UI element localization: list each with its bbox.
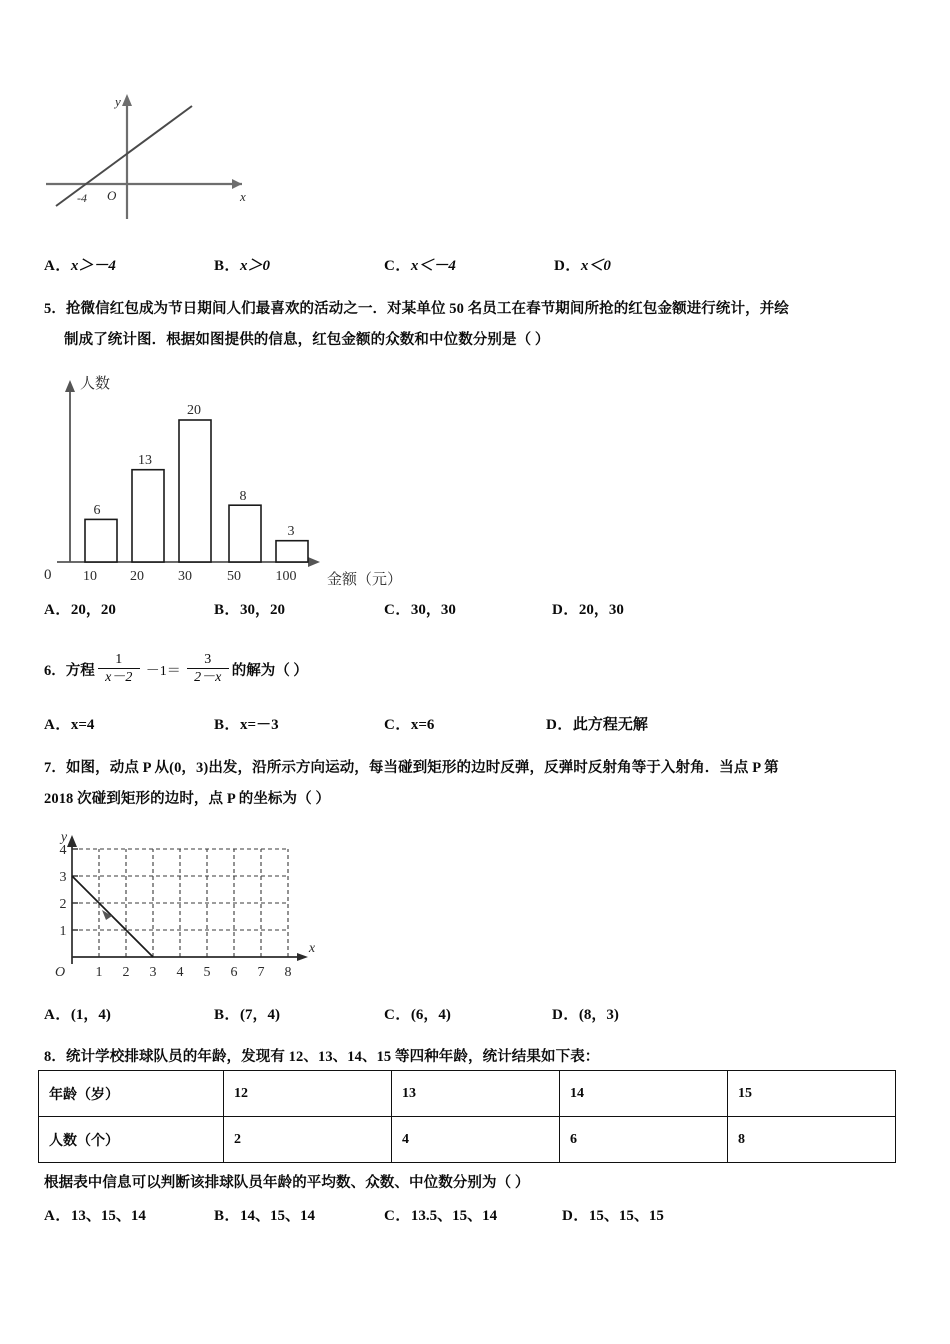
table-cell-age-1: 13 [392,1071,560,1117]
category-label-0: 10 [83,569,97,584]
q7-option-c[interactable]: C．(6，4) [384,1007,451,1023]
q7-x-tick-labels [96,965,292,980]
q7-option-a[interactable]: A．(1，4) [44,1007,111,1023]
y-axis-label: y [115,94,121,109]
q4-option-d[interactable]: D．x＜0 [554,258,611,274]
table-cell-count-0: 2 [224,1117,392,1163]
q8-age-table [38,1070,896,1163]
q8-option-d[interactable]: D．15、15、15 [562,1208,664,1224]
q6-option-c[interactable]: C．x=6 [384,717,435,733]
q7-x-axis-arrow [297,953,308,961]
bar-50 [229,505,261,562]
q7-tick-marks [72,849,78,930]
q5-options [44,598,914,624]
x-tick-4: 4 [176,965,184,980]
q7-grid-figure [34,824,324,992]
x-axis-label: x [240,189,246,204]
q7-grid-svg [34,824,324,992]
y-axis-arrow [122,94,132,106]
x-intercept-label: -4 [77,191,87,205]
table-header-age: 年龄（岁） [39,1071,224,1117]
bar-value-2: 20 [187,403,201,418]
q7-option-d[interactable]: D．(8，3) [552,1007,619,1023]
category-label-2: 30 [178,569,192,584]
q5-option-a[interactable]: A．20，20 [44,602,116,618]
bar-10 [85,519,117,562]
y-tick-3: 3 [59,870,67,885]
q4-option-b[interactable]: B．x＞0 [214,258,271,274]
q7-path-line [72,876,153,957]
q6-fraction-1-numerator: 1 [115,652,123,667]
q4-options [44,254,914,280]
q6-option-b[interactable]: B．x=－3 [214,717,279,733]
chart-origin-label: 0 [44,567,52,583]
q8-option-b[interactable]: B．14、15、14 [214,1208,316,1224]
q7-y-tick-labels [60,843,67,939]
q6-fraction-1-denominator: x－2 [105,670,133,685]
table-cell-age-3: 15 [728,1071,896,1117]
q5-option-b[interactable]: B．30，20 [214,602,286,618]
table-row-counts [39,1117,896,1163]
q8-options [44,1204,914,1230]
y-tick-4: 4 [59,843,67,858]
x-axis-arrow [232,179,242,189]
q4-option-c[interactable]: C．x＜－4 [384,258,456,274]
x-tick-8: 8 [284,965,292,980]
q7-stem-line2: 2018 次碰到矩形的边时，点 P 的坐标为（ ） [44,791,331,807]
bar-value-1: 13 [138,453,152,468]
x-tick-1: 1 [95,965,103,980]
q7-option-b[interactable]: B．(7，4) [214,1007,281,1023]
q6-fraction-2 [187,652,229,686]
q4-option-a[interactable]: A．x＞－4 [44,258,116,274]
bar-30 [179,420,211,562]
grid-lines [72,849,288,957]
bar-value-4: 3 [287,524,295,539]
category-label-1: 20 [130,569,144,584]
q5-bar-chart-figure [32,366,452,586]
q8-option-c[interactable]: C．13.5、15、14 [384,1208,498,1224]
table-cell-count-3: 8 [728,1117,896,1163]
bar-value-3: 8 [239,489,247,504]
table-cell-count-1: 4 [392,1117,560,1163]
q7-y-axis-arrow [67,835,77,847]
q7-stem-line1: 7．如图，动点 P 从(0，3)出发，沿所示方向运动，每当碰到矩形的边时反弹，反弹时反射角等于入射角．当点 P 第 [44,760,779,776]
q6-suffix: 的解为（ ） [231,662,308,679]
chart-x-axis-arrow [308,557,320,567]
x-tick-2: 2 [122,965,130,980]
table-row-ages [39,1071,896,1117]
x-tick-5: 5 [203,965,211,980]
chart-bars [85,420,308,562]
q5-option-d[interactable]: D．20，30 [552,602,624,618]
q5-stem-line1: 5．抢微信红包成为节日期间人们最喜欢的活动之一．对某单位 50 名员工在春节期间所抢的红包金额进行统计，并绘 [44,301,789,317]
q6-fraction-1 [98,652,140,686]
chart-y-axis-arrow [65,380,75,392]
q7-y-axis-label: y [60,830,68,845]
bar-chart-svg [32,366,452,586]
chart-ylabel: 人数 [80,376,111,392]
x-tick-7: 7 [257,965,265,980]
q6-option-a[interactable]: A．x=4 [44,717,95,733]
q4-line-graph-figure [44,84,304,219]
chart-category-labels [83,569,297,584]
y-tick-1: 1 [59,924,67,939]
x-tick-6: 6 [230,965,238,980]
q7-options [44,1003,914,1029]
q6-options [44,713,914,739]
y-tick-2: 2 [59,897,67,912]
category-label-4: 100 [275,569,297,584]
table-cell-count-2: 6 [560,1117,728,1163]
q8-followup: 根据表中信息可以判断该排球队员年龄的平均数、众数、中位数分别为（ ） [44,1175,530,1191]
q6-prefix: 6．方程 [44,662,95,679]
table-cell-age-2: 14 [560,1071,728,1117]
q6-option-d[interactable]: D．此方程无解 [546,717,648,733]
bar-20 [132,470,164,562]
q6-fraction-2-numerator: 3 [204,652,212,667]
chart-xlabel: 金额（元） [327,572,403,586]
q6-stem [44,652,308,686]
q7-x-axis-label: x [308,941,316,956]
q7-origin-label: O [54,965,66,980]
q6-fraction-2-denominator: 2－x [194,670,222,685]
q5-option-c[interactable]: C．30，30 [384,602,456,618]
bar-value-0: 6 [93,503,101,518]
x-tick-3: 3 [149,965,157,980]
q8-stem: 8．统计学校排球队员的年龄，发现有 12、13、14、15 等四种年龄，统计结果如下表： [44,1049,600,1065]
table-cell-age-0: 12 [224,1071,392,1117]
origin-label: O [107,188,117,203]
q8-option-a[interactable]: A．13、15、14 [44,1208,146,1224]
table-header-count: 人数（个） [39,1117,224,1163]
q4-graph-svg [44,84,304,219]
q5-stem-line2: 制成了统计图．根据如图提供的信息，红包金额的众数和中位数分别是（ ） [64,332,550,348]
bar-100 [276,541,308,562]
category-label-3: 50 [227,569,241,584]
q6-middle-operator: －1＝ [145,664,181,679]
